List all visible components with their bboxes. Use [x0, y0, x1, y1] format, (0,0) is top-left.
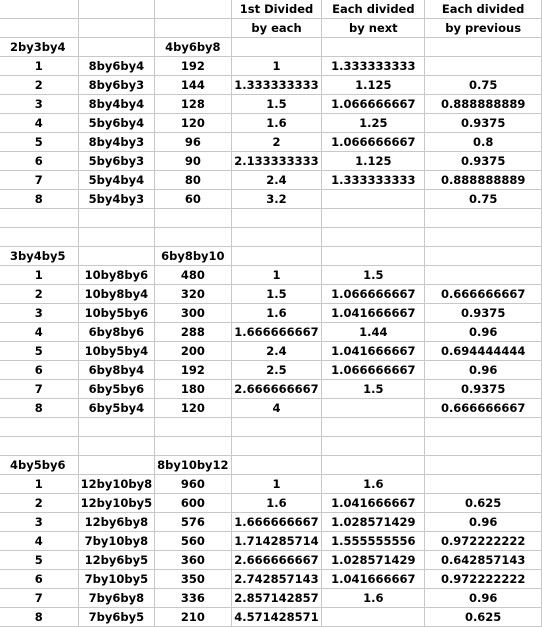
cell[interactable] [155, 19, 231, 38]
blank-row [0, 418, 542, 437]
cell[interactable]: 0.694444444 [425, 342, 542, 361]
cell[interactable] [0, 19, 78, 38]
cell[interactable]: 1.041666667 [322, 494, 425, 513]
cell[interactable] [231, 228, 322, 247]
cell[interactable]: 1.066666667 [322, 361, 425, 380]
cell[interactable]: 1 [0, 266, 78, 285]
cell[interactable]: 1.5 [231, 95, 322, 114]
cell[interactable] [78, 19, 154, 38]
cell[interactable]: 12by6by8 [78, 513, 154, 532]
cell[interactable]: 1.5 [231, 285, 322, 304]
cell[interactable]: 7by10by5 [78, 570, 154, 589]
table-row [0, 532, 542, 551]
table-row [0, 551, 542, 570]
cell[interactable]: 8 [0, 608, 78, 627]
cell[interactable]: 6by5by4 [78, 399, 154, 418]
cell[interactable]: 8 [0, 399, 78, 418]
cell[interactable]: 3 [0, 513, 78, 532]
cell[interactable]: 2 [0, 494, 78, 513]
cell[interactable]: 10by8by4 [78, 285, 154, 304]
cell[interactable] [0, 209, 78, 228]
cell[interactable]: 1.5 [322, 266, 425, 285]
cell[interactable]: 8by6by4 [78, 57, 154, 76]
cell[interactable]: 7by6by8 [78, 589, 154, 608]
cell[interactable]: 1.666666667 [231, 513, 322, 532]
cell[interactable]: 2.4 [231, 342, 322, 361]
cell[interactable]: 0.8 [425, 133, 542, 152]
cell[interactable]: 2.666666667 [231, 551, 322, 570]
cell[interactable] [231, 456, 322, 475]
cell[interactable]: 0.666666667 [425, 285, 542, 304]
cell[interactable]: 2by3by4 [0, 38, 78, 57]
table-row [0, 361, 542, 380]
table-row [0, 190, 542, 209]
cell[interactable]: by next [322, 19, 425, 38]
table-row [0, 608, 542, 627]
cell[interactable] [231, 247, 322, 266]
cell[interactable] [78, 456, 154, 475]
cell[interactable]: 1.6 [231, 114, 322, 133]
cell[interactable]: 1 [231, 57, 322, 76]
cell[interactable]: 6by5by6 [78, 380, 154, 399]
cell[interactable]: 144 [155, 76, 231, 95]
cell[interactable]: 6 [0, 361, 78, 380]
cell[interactable]: 0.96 [425, 513, 542, 532]
cell[interactable]: 0.888888889 [425, 171, 542, 190]
cell[interactable]: Each divided [322, 0, 425, 19]
cell[interactable] [425, 456, 542, 475]
cell[interactable]: 2.5 [231, 361, 322, 380]
cell[interactable]: 128 [155, 95, 231, 114]
cell[interactable]: 0.9375 [425, 114, 542, 133]
cell[interactable]: 5 [0, 133, 78, 152]
cell[interactable]: 3.2 [231, 190, 322, 209]
cell[interactable] [322, 209, 425, 228]
cell[interactable] [78, 437, 154, 456]
cell[interactable]: 1.066666667 [322, 285, 425, 304]
cell[interactable]: 10by5by4 [78, 342, 154, 361]
cell[interactable]: 6by8by4 [78, 361, 154, 380]
header-row [0, 0, 542, 19]
cell[interactable]: 1.028571429 [322, 551, 425, 570]
cell[interactable] [322, 437, 425, 456]
cell[interactable]: 1.44 [322, 323, 425, 342]
cell[interactable] [155, 418, 231, 437]
cell[interactable]: 7 [0, 380, 78, 399]
cell[interactable]: 8by4by3 [78, 133, 154, 152]
table-row [0, 266, 542, 285]
cell[interactable]: 120 [155, 114, 231, 133]
cell[interactable]: 192 [155, 361, 231, 380]
blank-row [0, 209, 542, 228]
section-title-row [0, 247, 542, 266]
cell[interactable] [78, 209, 154, 228]
table-row [0, 57, 542, 76]
cell[interactable]: 336 [155, 589, 231, 608]
cell[interactable] [155, 209, 231, 228]
cell[interactable]: 1.041666667 [322, 304, 425, 323]
cell[interactable]: 288 [155, 323, 231, 342]
table-row [0, 171, 542, 190]
cell[interactable]: 960 [155, 475, 231, 494]
cell[interactable]: 3 [0, 95, 78, 114]
cell[interactable]: 96 [155, 133, 231, 152]
cell[interactable]: 10by8by6 [78, 266, 154, 285]
cell[interactable]: 2 [231, 133, 322, 152]
cell[interactable]: 5 [0, 551, 78, 570]
cell[interactable]: 576 [155, 513, 231, 532]
cell[interactable] [78, 228, 154, 247]
cell[interactable]: 7by10by8 [78, 532, 154, 551]
cell[interactable]: 90 [155, 152, 231, 171]
table-row [0, 589, 542, 608]
cell[interactable]: 4.571428571 [231, 608, 322, 627]
cell[interactable]: 8by10by12 [155, 456, 231, 475]
cell[interactable]: 8 [0, 190, 78, 209]
cell[interactable]: 180 [155, 380, 231, 399]
cell[interactable] [155, 228, 231, 247]
cell[interactable]: 0.75 [425, 76, 542, 95]
cell[interactable]: 7 [0, 589, 78, 608]
cell[interactable]: 4 [0, 323, 78, 342]
cell[interactable]: 1 [0, 57, 78, 76]
cell[interactable]: 0.625 [425, 494, 542, 513]
cell[interactable] [425, 475, 542, 494]
cell[interactable]: 192 [155, 57, 231, 76]
blank-row [0, 437, 542, 456]
cell[interactable]: 12by6by5 [78, 551, 154, 570]
cell[interactable] [425, 266, 542, 285]
cell[interactable]: 5 [0, 342, 78, 361]
cell[interactable]: 0.75 [425, 190, 542, 209]
cell[interactable]: 6 [0, 570, 78, 589]
cell[interactable]: 7 [0, 171, 78, 190]
cell[interactable]: 6by8by10 [155, 247, 231, 266]
cell[interactable]: 6 [0, 152, 78, 171]
cell[interactable]: 12by10by8 [78, 475, 154, 494]
cell[interactable] [322, 608, 425, 627]
cell[interactable]: 2.133333333 [231, 152, 322, 171]
table-row [0, 152, 542, 171]
header-row [0, 19, 542, 38]
cell[interactable] [0, 0, 78, 19]
cell[interactable] [425, 418, 542, 437]
cell[interactable]: 200 [155, 342, 231, 361]
cell[interactable] [155, 0, 231, 19]
cell[interactable]: 0.972222222 [425, 532, 542, 551]
cell[interactable]: 480 [155, 266, 231, 285]
cell[interactable]: 4by6by8 [155, 38, 231, 57]
cell[interactable] [0, 228, 78, 247]
cell[interactable]: 1.6 [322, 475, 425, 494]
cell[interactable]: 120 [155, 399, 231, 418]
section-title-row [0, 456, 542, 475]
cell[interactable]: 12by10by5 [78, 494, 154, 513]
cell[interactable]: 0.9375 [425, 380, 542, 399]
table-row [0, 304, 542, 323]
table-row [0, 380, 542, 399]
cell[interactable]: 4 [0, 114, 78, 133]
cell[interactable]: 1.5 [322, 380, 425, 399]
cell[interactable]: 360 [155, 551, 231, 570]
cell[interactable]: 1 [231, 475, 322, 494]
cell[interactable]: 5by6by3 [78, 152, 154, 171]
cell[interactable]: 3by4by5 [0, 247, 78, 266]
cell[interactable]: 10by5by6 [78, 304, 154, 323]
cell[interactable]: 1.6 [231, 304, 322, 323]
cell[interactable]: 1.555555556 [322, 532, 425, 551]
cell[interactable]: 1.028571429 [322, 513, 425, 532]
table-row [0, 76, 542, 95]
cell[interactable] [425, 57, 542, 76]
cell[interactable]: 1.25 [322, 114, 425, 133]
cell[interactable]: 5by4by3 [78, 190, 154, 209]
cell[interactable] [425, 38, 542, 57]
cell[interactable] [0, 437, 78, 456]
cell[interactable] [78, 0, 154, 19]
table-row [0, 475, 542, 494]
cell[interactable]: 1.6 [231, 494, 322, 513]
cell[interactable]: 1.041666667 [322, 570, 425, 589]
cell[interactable]: 1.333333333 [322, 57, 425, 76]
cell[interactable]: 1.066666667 [322, 133, 425, 152]
cell[interactable]: 7by6by5 [78, 608, 154, 627]
cell[interactable] [322, 247, 425, 266]
cell[interactable]: 350 [155, 570, 231, 589]
cell[interactable]: 2.4 [231, 171, 322, 190]
table-row [0, 323, 542, 342]
cell[interactable]: 2.666666667 [231, 380, 322, 399]
cell[interactable]: Each divided [425, 0, 542, 19]
table-row [0, 494, 542, 513]
cell[interactable] [0, 418, 78, 437]
cell[interactable]: 4by5by6 [0, 456, 78, 475]
cell[interactable] [425, 437, 542, 456]
cell[interactable] [231, 38, 322, 57]
cell[interactable]: 60 [155, 190, 231, 209]
cell[interactable]: 600 [155, 494, 231, 513]
cell[interactable]: 80 [155, 171, 231, 190]
cell[interactable] [322, 190, 425, 209]
cell[interactable]: 1.066666667 [322, 95, 425, 114]
cell[interactable] [155, 437, 231, 456]
cell[interactable] [231, 209, 322, 228]
cell[interactable]: 1st Divided [231, 0, 322, 19]
cell[interactable]: 5by6by4 [78, 114, 154, 133]
cell[interactable]: 1.125 [322, 76, 425, 95]
cell[interactable] [322, 456, 425, 475]
cell[interactable] [322, 38, 425, 57]
cell[interactable] [78, 247, 154, 266]
cell[interactable] [425, 247, 542, 266]
cell[interactable]: 3 [0, 304, 78, 323]
cell[interactable]: 2.742857143 [231, 570, 322, 589]
cell[interactable]: 0.96 [425, 589, 542, 608]
cell[interactable]: 1.333333333 [322, 171, 425, 190]
cell[interactable] [425, 209, 542, 228]
cell[interactable]: 1 [0, 475, 78, 494]
cell[interactable]: 1.714285714 [231, 532, 322, 551]
cell[interactable]: 560 [155, 532, 231, 551]
cell[interactable]: 6by8by6 [78, 323, 154, 342]
cell[interactable]: 1.333333333 [231, 76, 322, 95]
cell[interactable]: 2 [0, 285, 78, 304]
table-row [0, 399, 542, 418]
cell[interactable] [78, 418, 154, 437]
section-title-row [0, 38, 542, 57]
cell[interactable] [231, 418, 322, 437]
cell[interactable]: 4 [231, 399, 322, 418]
cell[interactable]: 1.666666667 [231, 323, 322, 342]
cell[interactable] [231, 437, 322, 456]
cell[interactable] [425, 228, 542, 247]
cell[interactable]: 0.9375 [425, 304, 542, 323]
cell[interactable]: 2 [0, 76, 78, 95]
cell[interactable] [78, 38, 154, 57]
cell[interactable]: by previous [425, 19, 542, 38]
table-row [0, 570, 542, 589]
cell[interactable]: 8by6by3 [78, 76, 154, 95]
cell[interactable]: 1.6 [322, 589, 425, 608]
table-row [0, 513, 542, 532]
cell[interactable]: 300 [155, 304, 231, 323]
cell[interactable]: 210 [155, 608, 231, 627]
cell[interactable]: 0.642857143 [425, 551, 542, 570]
cell[interactable]: 0.9375 [425, 152, 542, 171]
cell[interactable]: 1 [231, 266, 322, 285]
cell[interactable]: 0.666666667 [425, 399, 542, 418]
cell[interactable]: 0.625 [425, 608, 542, 627]
cell[interactable]: 0.972222222 [425, 570, 542, 589]
cell[interactable]: 1.041666667 [322, 342, 425, 361]
cell[interactable]: by each [231, 19, 322, 38]
cell[interactable]: 320 [155, 285, 231, 304]
cell[interactable] [322, 418, 425, 437]
cell[interactable] [322, 399, 425, 418]
cell[interactable] [322, 228, 425, 247]
cell[interactable]: 8by4by4 [78, 95, 154, 114]
blank-row [0, 228, 542, 247]
cell[interactable]: 4 [0, 532, 78, 551]
table-row [0, 342, 542, 361]
cell[interactable]: 0.888888889 [425, 95, 542, 114]
table-row [0, 114, 542, 133]
table-row [0, 133, 542, 152]
table-row [0, 285, 542, 304]
cell[interactable]: 1.125 [322, 152, 425, 171]
cell[interactable]: 5by4by4 [78, 171, 154, 190]
cell[interactable]: 0.96 [425, 323, 542, 342]
cell[interactable]: 2.857142857 [231, 589, 322, 608]
table-row [0, 95, 542, 114]
cell[interactable]: 0.96 [425, 361, 542, 380]
